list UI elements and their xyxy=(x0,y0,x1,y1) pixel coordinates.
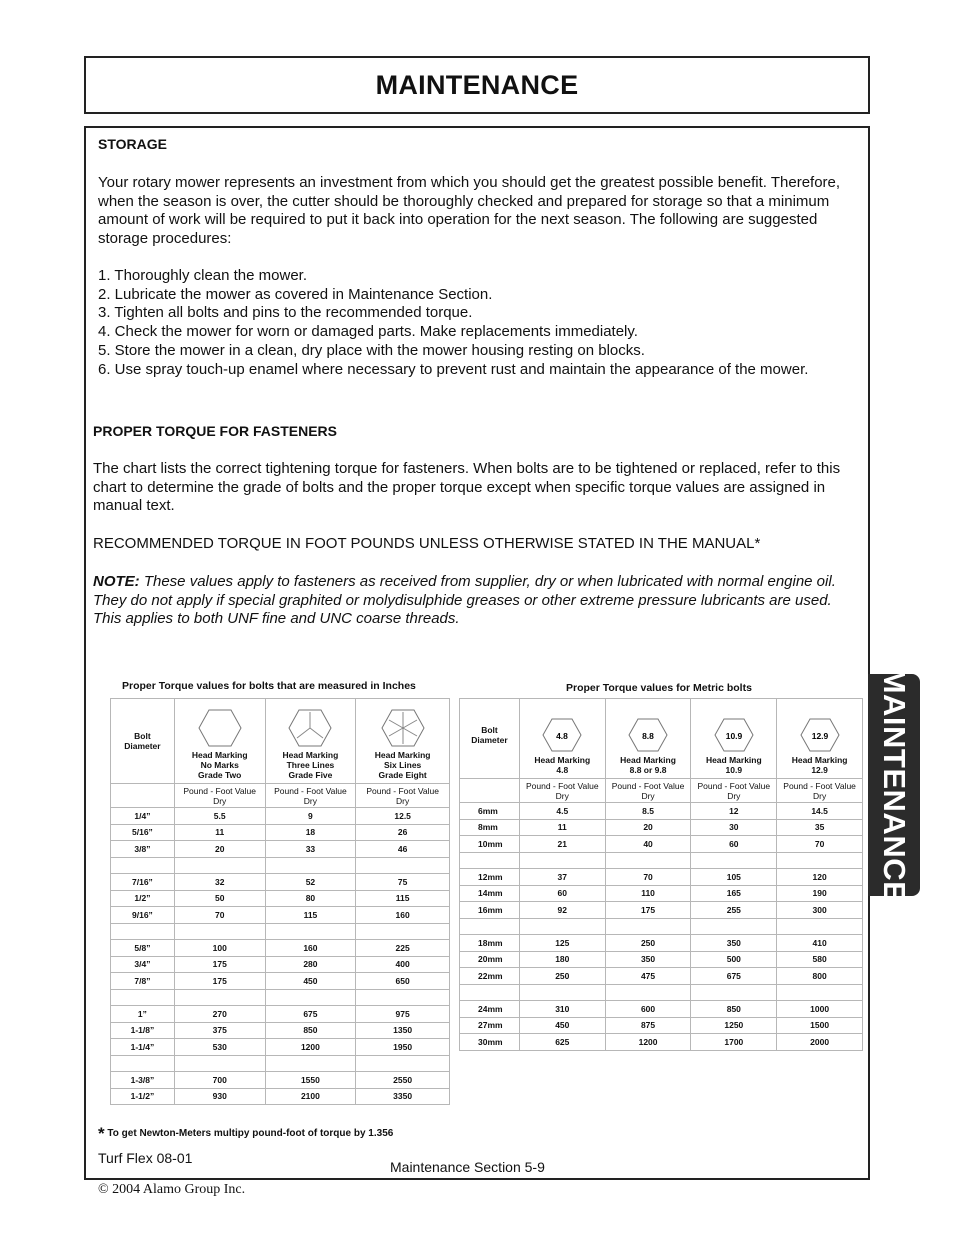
torque-value-cell: 1000 xyxy=(777,1001,863,1018)
table-row xyxy=(111,1039,450,1056)
torque-value-cell xyxy=(777,852,863,869)
maintenance-side-tab xyxy=(868,667,920,903)
torque-value-cell: 52 xyxy=(265,874,356,891)
torque-value-cell: 60 xyxy=(519,885,605,902)
bolt-size-cell: 7/16” xyxy=(111,874,175,891)
torque-value-cell xyxy=(691,984,777,1001)
torque-value-cell: 1250 xyxy=(691,1017,777,1034)
table-row xyxy=(111,989,450,1006)
bolt-size-cell: 1/4” xyxy=(111,808,175,825)
bolt-size-cell: 1-1/2” xyxy=(111,1088,175,1105)
table-row xyxy=(111,857,450,874)
bolt-diameter-header: Bolt Diameter xyxy=(111,699,175,784)
inch-torque-table xyxy=(110,698,450,1105)
torque-value-cell: 450 xyxy=(519,1017,605,1034)
torque-intro-line: chart to determine the grade of bolts and the proper torque except when specific torque values are assigned in xyxy=(93,478,826,496)
torque-value-cell: 400 xyxy=(356,956,450,973)
torque-value-cell xyxy=(174,1055,265,1072)
bolt-size-cell: 1/2” xyxy=(111,890,175,907)
torque-value-cell xyxy=(356,989,450,1006)
metric-torque-table xyxy=(459,698,863,1051)
torque-note xyxy=(93,573,863,629)
torque-value-cell: 46 xyxy=(356,841,450,858)
torque-value-cell: 21 xyxy=(519,836,605,853)
unit-cell: Pound - Foot Value Dry xyxy=(356,784,450,808)
storage-step: 2. Lubricate the mower as covered in Maintenance Section. xyxy=(98,285,493,303)
torque-value-cell: 70 xyxy=(777,836,863,853)
hex-head-metric-12-9-icon xyxy=(800,717,840,753)
torque-value-cell: 450 xyxy=(265,973,356,990)
torque-value-cell: 70 xyxy=(174,907,265,924)
torque-value-cell: 75 xyxy=(356,874,450,891)
table-row xyxy=(460,836,863,853)
storage-intro-line: Your rotary mower represents an investment from which you should get the greatest possible benefit. Therefore, xyxy=(98,174,841,191)
torque-value-cell xyxy=(265,989,356,1006)
bolt-size-cell: 9/16” xyxy=(111,907,175,924)
torque-value-cell: 50 xyxy=(174,890,265,907)
torque-value-cell xyxy=(174,989,265,1006)
bolt-size-cell: 27mm xyxy=(460,1017,520,1034)
torque-value-cell: 930 xyxy=(174,1088,265,1105)
bolt-size-cell xyxy=(460,918,520,935)
bolt-size-cell: 5/16” xyxy=(111,824,175,841)
torque-value-cell xyxy=(691,852,777,869)
bolt-size-cell: 16mm xyxy=(460,902,520,919)
bolt-size-cell xyxy=(111,1055,175,1072)
page-title: MAINTENANCE xyxy=(375,70,579,100)
table-row xyxy=(111,1006,450,1023)
torque-value-cell: 650 xyxy=(356,973,450,990)
bolt-size-cell: 10mm xyxy=(460,836,520,853)
table-row xyxy=(460,885,863,902)
torque-value-cell: 255 xyxy=(691,902,777,919)
torque-value-cell xyxy=(605,918,691,935)
table-row xyxy=(460,1034,863,1051)
storage-step: 4. Check the mower for worn or damaged parts. Make replacements immediately. xyxy=(98,323,638,341)
storage-step: 3. Tighten all bolts and pins to the recommended torque. xyxy=(98,304,473,322)
torque-value-cell: 80 xyxy=(265,890,356,907)
footnote xyxy=(98,1124,393,1144)
torque-value-cell: 410 xyxy=(777,935,863,952)
bolt-diameter-header: Bolt Diameter xyxy=(460,699,520,779)
hex-head-metric-10-9-icon xyxy=(714,717,754,753)
torque-value-cell: 4.5 xyxy=(519,803,605,820)
note-line: They do not apply if special graphited or molydisulphide greases or other extreme pressure lubricants are used. xyxy=(93,591,832,609)
unit-cell: Pound - Foot Value Dry xyxy=(691,779,777,803)
bolt-size-cell: 30mm xyxy=(460,1034,520,1051)
torque-value-cell: 115 xyxy=(265,907,356,924)
table-row xyxy=(111,1088,450,1105)
storage-intro-line: storage procedures: xyxy=(98,230,232,248)
torque-value-cell: 310 xyxy=(519,1001,605,1018)
torque-value-cell xyxy=(265,1055,356,1072)
side-tab-label: MAINTENANCE xyxy=(877,667,912,903)
table-row xyxy=(111,1072,450,1089)
unit-cell: Pound - Foot Value Dry xyxy=(265,784,356,808)
table-row xyxy=(111,874,450,891)
torque-value-cell: 37 xyxy=(519,869,605,886)
torque-intro-line: manual text. xyxy=(93,497,175,515)
torque-value-cell xyxy=(605,984,691,1001)
storage-intro-line: amount of work will be required to put it back into operation for the next season. The following are suggested xyxy=(98,211,818,229)
torque-value-cell: 850 xyxy=(265,1022,356,1039)
storage-step: 1. Thoroughly clean the mower. xyxy=(98,267,308,284)
torque-heading: PROPER TORQUE FOR FASTENERS xyxy=(93,423,337,439)
table-row xyxy=(460,869,863,886)
inch-table-title: Proper Torque values for bolts that are measured in Inches xyxy=(122,680,416,692)
torque-value-cell: 1200 xyxy=(265,1039,356,1056)
bolt-size-cell xyxy=(460,852,520,869)
torque-value-cell: 2100 xyxy=(265,1088,356,1105)
footer-model: Turf Flex 08-01 xyxy=(98,1150,193,1166)
torque-value-cell: 20 xyxy=(174,841,265,858)
torque-intro xyxy=(93,460,863,516)
unit-cell: Pound - Foot Value Dry xyxy=(777,779,863,803)
bolt-size-cell: 1-1/4” xyxy=(111,1039,175,1056)
torque-value-cell: 250 xyxy=(605,935,691,952)
torque-value-cell xyxy=(777,984,863,1001)
table-row xyxy=(460,803,863,820)
torque-value-cell: 175 xyxy=(174,973,265,990)
torque-value-cell: 165 xyxy=(691,885,777,902)
inch-table-body xyxy=(111,808,450,1105)
bolt-size-cell: 8mm xyxy=(460,819,520,836)
bolt-size-cell: 5/8” xyxy=(111,940,175,957)
table-row xyxy=(111,940,450,957)
note-label: NOTE: xyxy=(93,573,140,590)
bolt-size-cell: 22mm xyxy=(460,968,520,985)
torque-value-cell: 120 xyxy=(777,869,863,886)
bolt-size-cell: 6mm xyxy=(460,803,520,820)
torque-value-cell: 475 xyxy=(605,968,691,985)
table-row xyxy=(460,1017,863,1034)
bolt-size-cell xyxy=(460,984,520,1001)
torque-value-cell: 110 xyxy=(605,885,691,902)
footnote-text: To get Newton-Meters multipy pound-foot of torque by 1.356 xyxy=(107,1128,394,1139)
unit-cell: Pound - Foot Value Dry xyxy=(519,779,605,803)
torque-value-cell: 160 xyxy=(356,907,450,924)
torque-value-cell: 26 xyxy=(356,824,450,841)
hex-head-three-lines-icon xyxy=(288,708,332,748)
torque-value-cell xyxy=(356,857,450,874)
table-row xyxy=(111,923,450,940)
hex-head-metric-4-8-icon xyxy=(542,717,582,753)
grade-12-9-header: 12.9 Head Marking 12.9 xyxy=(777,699,863,779)
table-row xyxy=(111,956,450,973)
torque-value-cell: 35 xyxy=(777,819,863,836)
metric-table-title: Proper Torque values for Metric bolts xyxy=(566,682,752,694)
torque-value-cell: 350 xyxy=(605,951,691,968)
torque-value-cell: 20 xyxy=(605,819,691,836)
storage-step: 5. Store the mower in a clean, dry place with the mower housing resting on blocks. xyxy=(98,341,645,359)
torque-value-cell: 1950 xyxy=(356,1039,450,1056)
torque-value-cell xyxy=(174,857,265,874)
torque-value-cell: 11 xyxy=(174,824,265,841)
torque-value-cell: 300 xyxy=(777,902,863,919)
torque-value-cell xyxy=(174,923,265,940)
svg-text:8.8: 8.8 xyxy=(642,731,654,741)
content-frame xyxy=(84,126,870,1180)
torque-value-cell xyxy=(777,918,863,935)
torque-value-cell: 850 xyxy=(691,1001,777,1018)
torque-value-cell: 100 xyxy=(174,940,265,957)
table-row xyxy=(111,973,450,990)
torque-value-cell: 180 xyxy=(519,951,605,968)
bolt-size-cell: 3/8” xyxy=(111,841,175,858)
torque-value-cell: 70 xyxy=(605,869,691,886)
torque-value-cell: 105 xyxy=(691,869,777,886)
bolt-size-cell: 14mm xyxy=(460,885,520,902)
bolt-size-cell: 7/8” xyxy=(111,973,175,990)
table-row xyxy=(111,841,450,858)
torque-value-cell xyxy=(356,923,450,940)
table-row xyxy=(111,890,450,907)
torque-value-cell: 875 xyxy=(605,1017,691,1034)
torque-value-cell xyxy=(265,857,356,874)
torque-value-cell: 1550 xyxy=(265,1072,356,1089)
torque-value-cell: 600 xyxy=(605,1001,691,1018)
torque-value-cell: 625 xyxy=(519,1034,605,1051)
torque-value-cell: 18 xyxy=(265,824,356,841)
table-row xyxy=(460,852,863,869)
torque-value-cell xyxy=(605,852,691,869)
torque-value-cell xyxy=(356,1055,450,1072)
table-row xyxy=(111,907,450,924)
table-row xyxy=(460,902,863,919)
torque-value-cell: 800 xyxy=(777,968,863,985)
table-row xyxy=(460,951,863,968)
torque-value-cell: 12.5 xyxy=(356,808,450,825)
torque-value-cell: 270 xyxy=(174,1006,265,1023)
unit-cell: Pound - Foot Value Dry xyxy=(605,779,691,803)
torque-value-cell: 2550 xyxy=(356,1072,450,1089)
bolt-size-cell: 1” xyxy=(111,1006,175,1023)
torque-value-cell: 500 xyxy=(691,951,777,968)
storage-intro-line: when the season is over, the cutter should be thoroughly checked and prepared for storage so that a minimum xyxy=(98,192,830,210)
bolt-size-cell: 3/4” xyxy=(111,956,175,973)
svg-text:12.9: 12.9 xyxy=(811,731,828,741)
torque-value-cell: 12 xyxy=(691,803,777,820)
svg-text:10.9: 10.9 xyxy=(725,731,743,741)
grade-eight-header: Head Marking Six Lines Grade Eight xyxy=(356,699,450,784)
svg-text:4.8: 4.8 xyxy=(556,731,569,741)
grade-4-8-header: 4.8 Head Marking 4.8 xyxy=(519,699,605,779)
note-line: These values apply to fasteners as received from supplier, dry or when lubricated with normal engine oil. xyxy=(139,573,836,590)
copyright: © 2004 Alamo Group Inc. xyxy=(98,1182,246,1197)
storage-heading: STORAGE xyxy=(98,136,167,152)
grade-two-header: Head Marking No Marks Grade Two xyxy=(174,699,265,784)
table-row xyxy=(111,808,450,825)
hex-head-no-marks-icon xyxy=(198,708,242,748)
torque-value-cell: 350 xyxy=(691,935,777,952)
table-row xyxy=(111,1022,450,1039)
table-row xyxy=(460,819,863,836)
table-row xyxy=(460,984,863,1001)
torque-value-cell: 250 xyxy=(519,968,605,985)
bolt-size-cell: 1-1/8” xyxy=(111,1022,175,1039)
torque-value-cell: 375 xyxy=(174,1022,265,1039)
page-header xyxy=(84,56,870,114)
bolt-size-cell: 20mm xyxy=(460,951,520,968)
torque-value-cell: 92 xyxy=(519,902,605,919)
table-row xyxy=(111,1055,450,1072)
torque-value-cell: 9 xyxy=(265,808,356,825)
torque-value-cell: 32 xyxy=(174,874,265,891)
torque-value-cell: 14.5 xyxy=(777,803,863,820)
hex-head-six-lines-icon xyxy=(381,708,425,748)
torque-value-cell xyxy=(519,918,605,935)
torque-value-cell: 700 xyxy=(174,1072,265,1089)
torque-value-cell: 975 xyxy=(356,1006,450,1023)
torque-value-cell: 3350 xyxy=(356,1088,450,1105)
footnote-star: * xyxy=(98,1124,105,1143)
table-row xyxy=(111,824,450,841)
footer-section-page: Maintenance Section 5-9 xyxy=(390,1159,545,1175)
storage-intro xyxy=(98,174,862,249)
torque-value-cell: 2000 xyxy=(777,1034,863,1051)
recommended-torque-statement: RECOMMENDED TORQUE IN FOOT POUNDS UNLESS OTHERWISE STATED IN THE MANUAL* xyxy=(93,535,761,552)
torque-value-cell: 190 xyxy=(777,885,863,902)
metric-table-body xyxy=(460,803,863,1051)
unit-cell: Pound - Foot Value Dry xyxy=(174,784,265,808)
torque-value-cell: 280 xyxy=(265,956,356,973)
torque-value-cell: 530 xyxy=(174,1039,265,1056)
torque-value-cell: 580 xyxy=(777,951,863,968)
table-row xyxy=(460,918,863,935)
torque-value-cell: 125 xyxy=(519,935,605,952)
table-row xyxy=(460,935,863,952)
storage-step: 6. Use spray touch-up enamel where necessary to prevent rust and maintain the appearance of the mower. xyxy=(98,360,809,378)
torque-value-cell xyxy=(519,852,605,869)
torque-value-cell: 8.5 xyxy=(605,803,691,820)
torque-value-cell: 5.5 xyxy=(174,808,265,825)
bolt-size-cell: 12mm xyxy=(460,869,520,886)
torque-value-cell: 175 xyxy=(605,902,691,919)
torque-value-cell: 1500 xyxy=(777,1017,863,1034)
torque-value-cell: 40 xyxy=(605,836,691,853)
note-line: This applies to both UNF fine and UNC coarse threads. xyxy=(93,610,460,628)
hex-head-metric-8-8-icon xyxy=(628,717,668,753)
table-row xyxy=(460,968,863,985)
grade-10-9-header: 10.9 Head Marking 10.9 xyxy=(691,699,777,779)
torque-value-cell: 33 xyxy=(265,841,356,858)
torque-value-cell: 225 xyxy=(356,940,450,957)
torque-value-cell: 160 xyxy=(265,940,356,957)
table-row xyxy=(460,1001,863,1018)
grade-8-8-header: 8.8 Head Marking 8.8 or 9.8 xyxy=(605,699,691,779)
grade-five-header: Head Marking Three Lines Grade Five xyxy=(265,699,356,784)
torque-value-cell: 1200 xyxy=(605,1034,691,1051)
bolt-size-cell xyxy=(111,857,175,874)
torque-value-cell: 60 xyxy=(691,836,777,853)
bolt-size-cell: 1-3/8” xyxy=(111,1072,175,1089)
torque-value-cell xyxy=(265,923,356,940)
torque-value-cell: 1700 xyxy=(691,1034,777,1051)
torque-intro-line: The chart lists the correct tightening torque for fasteners. When bolts are to be tightened or replaced, refer to this xyxy=(93,460,841,477)
torque-value-cell: 175 xyxy=(174,956,265,973)
bolt-size-cell: 24mm xyxy=(460,1001,520,1018)
bolt-size-cell xyxy=(111,923,175,940)
torque-value-cell: 115 xyxy=(356,890,450,907)
torque-value-cell xyxy=(519,984,605,1001)
storage-steps xyxy=(98,267,862,379)
torque-value-cell: 1350 xyxy=(356,1022,450,1039)
torque-value-cell: 30 xyxy=(691,819,777,836)
torque-value-cell: 675 xyxy=(691,968,777,985)
torque-value-cell: 675 xyxy=(265,1006,356,1023)
bolt-size-cell: 18mm xyxy=(460,935,520,952)
torque-value-cell: 11 xyxy=(519,819,605,836)
torque-value-cell xyxy=(691,918,777,935)
bolt-size-cell xyxy=(111,989,175,1006)
